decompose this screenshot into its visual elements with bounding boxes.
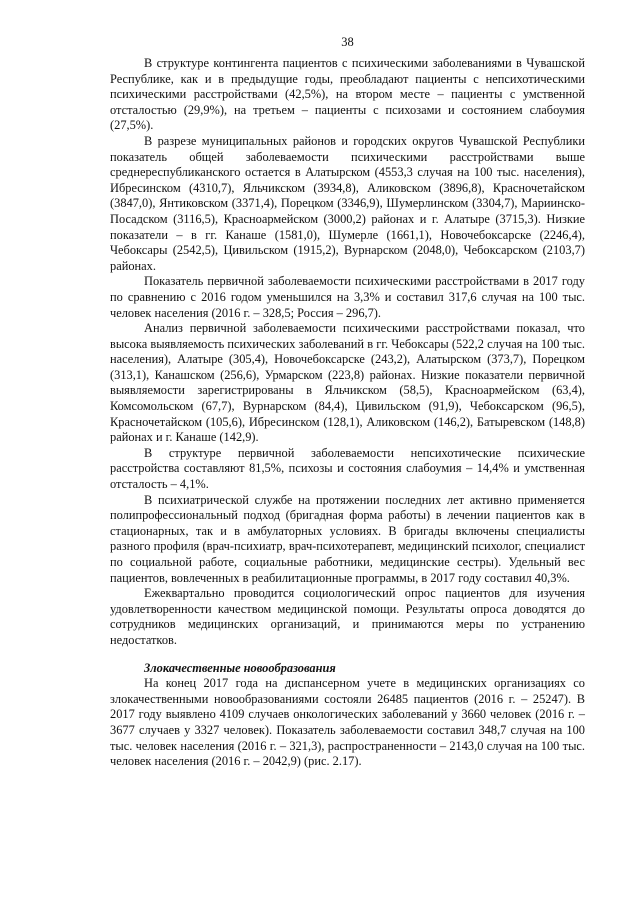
section-title-malignant-neoplasms: Злокачественные новообразования: [144, 660, 336, 675]
paragraph-primary-morbidity-analysis: Анализ первичной заболеваемости психическими расстройствами показал, что высока выявляемость психических заболеваний в гг. Чебоксары (522,2 случая на 100 тыс. населения), Алатыре (305,4), Новочебоксарске (243,2), Алатырском (373,7), Порецком (313,1), Канашском (256,6), Урмарском (223,8) районах. Низкие показатели первичной выявляемости зарегистрированы в Яльчикском (58,5), Красноармейском (63,4), Комсомольском (67,7), Вурнарском (84,4), Цивильском (91,9), Чебоксарском (96,5), Красночетайском (105,6), Ибресинском (128,1), Аликовском (146,2), Батыревском (148,8) районах и г. Канаше (142,9).: [110, 321, 585, 445]
paragraph-primary-morbidity-structure: В структуре первичной заболеваемости непсихотические психические расстройства составляют 81,5%, психозы и состояния слабоумия – 14,4% и умственная отсталость – 4,1%.: [110, 445, 585, 492]
document-page: [110, 34, 585, 770]
paragraph-primary-morbidity-rate: Показатель первичной заболеваемости психическими расстройствами в 2017 году по сравнению с 2016 годом уменьшился на 3,3% и составил 317,6 случая на 100 тыс. человек населения (2016 г. – 328,5; Россия – 296,7).: [110, 274, 585, 320]
paragraph-contingent-structure: В структуре контингента пациентов с психическими заболеваниями в Чувашской Республике, как и в предыдущие годы, преобладают пациенты с непсихотическими психическими расстройствами (42,5%), на втором месте – пациенты с умственной отсталостью (29,9%), на третьем – пациенты с психозами и состоянием слабоумия (27,5%).: [110, 56, 585, 133]
page-number: 38: [341, 35, 354, 49]
paragraph-malignant-neoplasms-stats: На конец 2017 года на диспансерном учете в медицинских организациях со злокачественными новообразованиями состояли 26485 пациентов (2016 г. – 25247). В 2017 году выявлено 4109 случаев онкологических заболеваний у 3660 человек (2016 г. – 3677 случаев у 3327 человек). Показатель заболеваемости составил 348,7 случая на 100 тыс. человек населения (2016 г. – 321,3), распространенности – 2143,0 случая на 100 тыс. человек населения (2016 г. – 2042,9) (рис. 2.17).: [110, 676, 585, 769]
paragraph-team-approach: В психиатрической службе на протяжении последних лет активно применяется полипрофессиональный подход (бригадная форма работы) в лечении пациентов как в стационарных, так и в амбулаторных условиях. В бригады включены специалисты разного профиля (врач-психиатр, врач-психотерапевт, медицинский психолог, специалист по социальной работе, социальные работники, медицинские сестры). Удельный вес пациентов, вовлеченных в реабилитационные программы, в 2017 году составил 40,3%.: [110, 492, 585, 585]
paragraph-general-morbidity-by-district: В разрезе муниципальных районов и городских округов Чувашской Республики показатель общей заболеваемости психическими расстройствами выше среднереспубликанского остается в Алатырском (4553,3 случая на 100 тыс. населения), Ибресинском (4310,7), Яльчикском (3934,8), Аликовском (3896,8), Красночетайском (3847,0), Янтиковском (3371,4), Порецком (3346,9), Шумерлинском (3304,7), Мариинско-Посадском (3116,5), Красноармейском (3000,2) районах и г. Алатыре (3715,3). Низкие показатели – в гг. Канаше (1581,0), Шумерле (1661,1), Новочебоксарске (2246,4), Чебоксары (2542,5), Цивильском (1915,2), Вурнарском (2048,0), Чебоксарском (2103,7) районах.: [110, 133, 585, 273]
paragraph-patient-survey: Ежеквартально проводится социологический опрос пациентов для изучения удовлетворенности качеством медицинской помощи. Результаты опроса доводятся до сотрудников медицинских организаций, и принимаются меры по устранению недостатков.: [110, 586, 585, 647]
